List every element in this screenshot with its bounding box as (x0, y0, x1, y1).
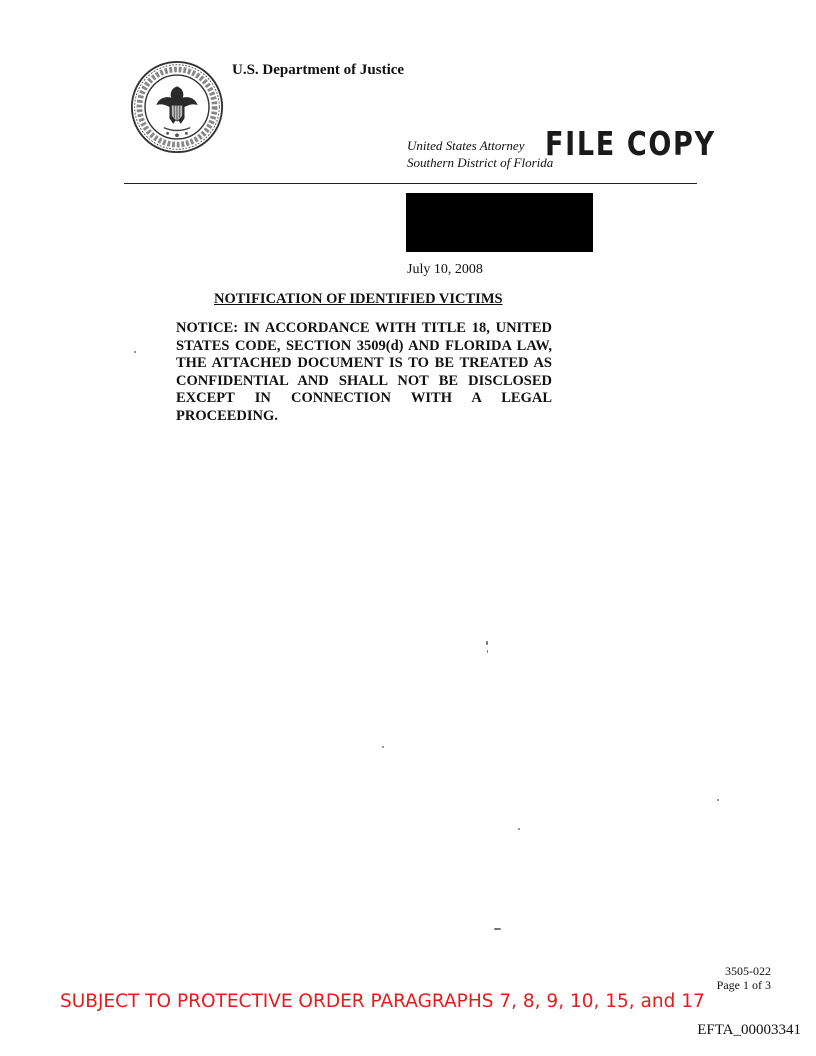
notification-title: NOTIFICATION OF IDENTIFIED VICTIMS (214, 291, 503, 307)
scan-speck (494, 928, 501, 930)
scan-speck (717, 799, 719, 801)
protective-order-banner: SUBJECT TO PROTECTIVE ORDER PARAGRAPHS 7, 8, 9, 10, 15, and 17 (60, 991, 705, 1012)
confidentiality-notice: NOTICE: IN ACCORDANCE WITH TITLE 18, UNITED STATES CODE, SECTION 3509(d) AND FLORIDA LAW, THE ATTACHED DOCUMENT IS TO BE TREATED AS CONFIDENTIAL AND SHALL NOT BE DISCLOSED EXCEPT IN CONNECTION WITH A LEGAL PROCEEDING. (176, 320, 552, 424)
office-title: United States Attorney (407, 138, 525, 153)
scan-speck (134, 351, 136, 353)
document-page-info (717, 964, 771, 992)
department-name: U.S. Department of Justice (232, 62, 405, 78)
scan-speck (487, 650, 488, 653)
office-district: Southern District of Florida (407, 155, 554, 170)
document-number: 3505-022 (725, 964, 771, 978)
file-copy-stamp: FILE COPY (545, 124, 716, 163)
scan-speck (382, 746, 384, 748)
page-number: Page 1 of 3 (716, 978, 771, 992)
header-divider (124, 183, 697, 184)
office-block (407, 137, 553, 171)
scan-speck (518, 828, 520, 830)
bates-number: EFTA_00003341 (697, 1022, 801, 1038)
doj-seal-icon (130, 60, 224, 154)
letter-date: July 10, 2008 (407, 262, 483, 277)
scan-speck (486, 641, 488, 645)
redaction-block (406, 193, 593, 252)
